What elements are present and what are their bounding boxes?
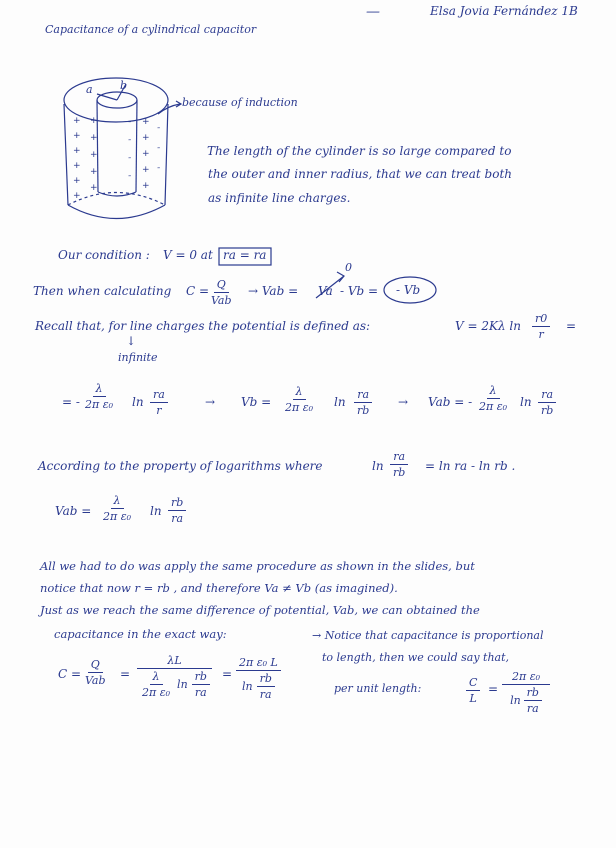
final-inner-den: 2π ε₀: [142, 686, 171, 699]
pot-ln-frac-3-num: ra: [538, 388, 556, 403]
final-ln-frac-2-den: ra: [259, 688, 272, 701]
condition-expr: V = 0 at: [163, 248, 213, 262]
log-prop-rhs: = ln ra - ln rb .: [425, 459, 516, 473]
pot-frac-3: [476, 384, 510, 413]
calc-va-struck: Va: [318, 284, 333, 298]
para-line-2: notice that now r = rb , and therefore Va ≠ Vb (as imagined).: [40, 581, 398, 595]
pot-ln-1: ln: [132, 395, 144, 409]
notice-den: [507, 685, 545, 715]
notice-num: 2π ε₀: [502, 670, 550, 685]
vab-final-ln: ln: [150, 504, 162, 518]
pot-frac-2-num: λ: [293, 385, 306, 400]
final-ln-frac-2: [257, 672, 275, 701]
pot-frac-1: [82, 382, 116, 411]
notice-c-over-l: [466, 676, 480, 705]
calc-c-eq: C =: [186, 284, 210, 298]
pot-vab-eq: Vab = -: [428, 395, 473, 409]
pot-frac-1-den: 2π ε₀: [85, 398, 114, 411]
final-ln-frac-1-num: rb: [192, 670, 210, 685]
pot-ln-3: ln: [520, 395, 532, 409]
pot-frac-3-den: 2π ε₀: [479, 400, 508, 413]
recall-text: Recall that, for line charges the potential is defined as:: [35, 319, 371, 333]
svg-text:+: +: [73, 116, 81, 126]
pot-ln-2: ln: [334, 395, 346, 409]
notice-line-2: to length, then we could say that,: [322, 651, 510, 664]
pot-ln-frac-3: [538, 388, 556, 417]
final-ln-frac-1: [192, 670, 210, 699]
svg-text:+: +: [73, 191, 81, 201]
svg-text:-: -: [128, 171, 132, 181]
pot-vb-eq: Vb =: [241, 395, 272, 409]
final-ln-2: ln: [241, 680, 253, 693]
svg-text:+: +: [142, 117, 150, 127]
calc-c-den: Vab: [211, 294, 232, 307]
pot-arrow-1: →: [205, 395, 216, 409]
final-ln-frac-2-num: rb: [257, 672, 275, 687]
svg-text:+: +: [90, 150, 98, 160]
calc-circled: - Vb: [396, 283, 421, 297]
notice-eq: =: [488, 682, 499, 696]
para-line-4: capacitance in the exact way:: [54, 627, 227, 641]
down-arrow-icon: ↓: [126, 334, 137, 348]
final-frac-3-den: [239, 671, 278, 701]
notice-l: L: [469, 692, 477, 705]
final-eq-1: =: [120, 667, 131, 681]
svg-text:-: -: [157, 143, 161, 153]
recall-formula-post: =: [566, 319, 577, 333]
pot-frac-1-num: λ: [93, 382, 106, 397]
pot-frac-3-num: λ: [487, 384, 500, 399]
pot-ln-frac-3-den: rb: [541, 404, 554, 417]
svg-text:+: +: [142, 133, 150, 143]
final-frac-2-num: λL: [137, 654, 211, 669]
recall-formula-frac: [532, 312, 550, 341]
pot-frac-2-den: 2π ε₀: [285, 401, 314, 414]
calc-arrow-expr: → Vab =: [248, 284, 299, 298]
pot-ln-frac-2-den: rb: [357, 404, 370, 417]
svg-text:+: +: [73, 146, 81, 156]
log-prop-frac: [390, 450, 408, 479]
final-frac-1-num: Q: [88, 658, 103, 673]
vab-final-ln-num: rb: [168, 496, 186, 511]
final-inner-frac: [139, 670, 173, 699]
explanation-line-1: The length of the cylinder is so large compared to: [207, 144, 512, 158]
notice-line-1: → Notice that capacitance is proportional: [312, 629, 544, 642]
label-a: a: [86, 83, 93, 96]
condition-label: Our condition :: [58, 248, 150, 262]
calc-minus-vb: - Vb =: [340, 284, 379, 298]
pot-frac-2: [282, 385, 316, 414]
final-c-eq: C =: [58, 667, 82, 681]
pot-ln-frac-1-den: r: [156, 404, 162, 417]
pot-arrow-2: →: [398, 395, 409, 409]
log-prop-den: rb: [393, 466, 406, 479]
pot-eq-prefix: = -: [62, 395, 80, 409]
label-b: b: [120, 79, 128, 92]
svg-text:+: +: [142, 181, 150, 191]
author-name: Elsa Jovia Fernández 1B: [430, 4, 578, 18]
condition-boxed: ra = ra: [223, 248, 267, 262]
notice-den-den: ra: [526, 702, 539, 715]
recall-formula-pre: V = 2Kλ ln: [455, 319, 521, 333]
page-title: Capacitance of a cylindrical capacitor: [45, 23, 257, 36]
pot-ln-frac-2: [354, 388, 372, 417]
svg-text:+: +: [90, 116, 98, 126]
final-frac-1: [82, 658, 109, 687]
notice-frac: [502, 670, 550, 715]
svg-text:-: -: [157, 123, 161, 133]
vab-final-den: 2π ε₀: [103, 510, 132, 523]
vab-final-ln-frac: [168, 496, 186, 525]
log-prop-text: According to the property of logarithms where: [38, 459, 323, 473]
recall-formula-num: r0: [532, 312, 550, 327]
svg-text:+: +: [73, 161, 81, 171]
final-ln-1: ln: [177, 678, 188, 691]
log-prop-ln: ln: [372, 459, 384, 473]
final-eq-2: =: [222, 667, 233, 681]
para-line-1: All we had to do was apply the same procedure as shown in the slides, but: [40, 559, 475, 573]
explanation-line-2: the outer and inner radius, that we can treat both: [208, 167, 513, 181]
explanation-line-3: as infinite line charges.: [208, 191, 351, 205]
vab-final-lhs: Vab =: [55, 504, 92, 518]
notice-den-ln: ln: [510, 694, 521, 707]
vab-final-ln-den: ra: [171, 512, 184, 525]
calc-zero-mark: 0: [345, 261, 352, 274]
pot-ln-frac-2-num: ra: [354, 388, 372, 403]
svg-text:+: +: [90, 167, 98, 177]
notice-c: C: [466, 676, 480, 691]
final-ln-frac-1-den: ra: [194, 686, 207, 699]
calc-c-num: Q: [214, 278, 229, 293]
pot-ln-frac-1-num: ra: [150, 388, 168, 403]
final-frac-3: [236, 656, 281, 701]
svg-text:-: -: [128, 153, 132, 163]
pot-ln-frac-1: [150, 388, 168, 417]
svg-text:+: +: [90, 183, 98, 193]
svg-text:+: +: [73, 131, 81, 141]
final-frac-1-den: Vab: [85, 674, 106, 687]
calc-lead: Then when calculating: [33, 284, 172, 298]
svg-text:-: -: [128, 135, 132, 145]
recall-infinite: infinite: [118, 351, 158, 364]
final-frac-3-num: 2π ε₀ L: [236, 656, 281, 671]
svg-text:-: -: [157, 163, 161, 173]
final-frac-2-den: [136, 669, 213, 699]
log-prop-num: ra: [390, 450, 408, 465]
svg-text:+: +: [90, 133, 98, 143]
notice-den-num: rb: [524, 686, 542, 701]
svg-text:+: +: [73, 176, 81, 186]
induction-note: because of induction: [182, 96, 298, 109]
final-frac-2: [136, 654, 213, 699]
vab-final-num: λ: [111, 494, 124, 509]
final-inner-num: λ: [150, 670, 163, 685]
calc-c-frac: [208, 278, 235, 307]
recall-formula-den: r: [538, 328, 544, 341]
notice-den-frac: [524, 686, 542, 715]
header-dash: —: [366, 4, 380, 20]
notice-line-3: per unit length:: [334, 682, 422, 695]
svg-text:-: -: [128, 117, 132, 127]
para-line-3: Just as we reach the same difference of potential, Vab, we can obtained the: [40, 603, 480, 617]
svg-text:+: +: [142, 165, 150, 175]
vab-final-frac: [100, 494, 134, 523]
svg-text:+: +: [142, 149, 150, 159]
